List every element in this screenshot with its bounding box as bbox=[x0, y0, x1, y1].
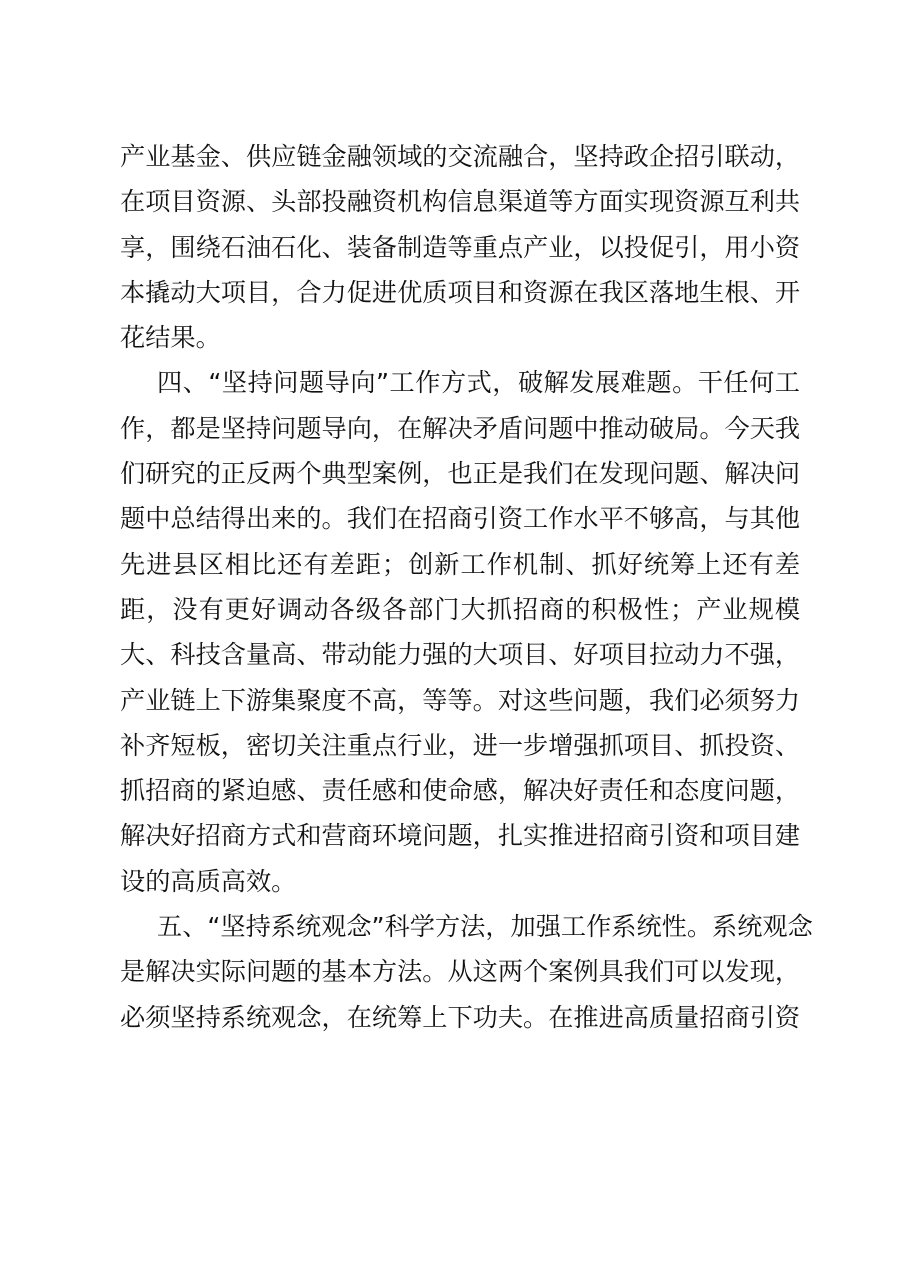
text-line: 享，围绕石油石化、装备制造等重点产业，以投促引，用小资 bbox=[120, 232, 801, 262]
text-line: 必须坚持系统观念，在统筹上下功夫。在推进高质量招商引资 bbox=[120, 1002, 801, 1032]
text-line: 距，没有更好调动各级各部门大抓招商的积极性；产业规模 bbox=[120, 594, 800, 624]
text-line: 产业基金、供应链金融领域的交流融合，坚持政企招引联动， bbox=[120, 142, 801, 171]
text-line: 题中总结得出来的。我们在招商引资工作水平不够高，与其他 bbox=[120, 504, 801, 534]
text-line: 作，都是坚持问题导向，在解决矛盾问题中推动破局。今天我 bbox=[120, 413, 801, 443]
text-line: 设的高质高效。 bbox=[120, 866, 297, 896]
text-line: 解决好招商方式和营商环境问题，扎实推进招商引资和项目建 bbox=[120, 821, 801, 851]
text-line: 花结果。 bbox=[120, 323, 221, 353]
paragraph-five-heading-line: 五、“坚持系统观念”科学方法，加强工作系统性。系统观念 bbox=[157, 912, 813, 942]
text-line: 们研究的正反两个典型案例，也正是我们在发现问题、解决问 bbox=[120, 459, 801, 489]
text-line: 补齐短板，密切关注重点行业，进一步增强抓项目、抓投资、 bbox=[120, 730, 801, 760]
text-line: 是解决实际问题的基本方法。从这两个案例具我们可以发现， bbox=[120, 957, 801, 987]
text-line: 本撬动大项目，合力促进优质项目和资源在我区落地生根、开 bbox=[120, 277, 801, 307]
text-line: 产业链上下游集聚度不高，等等。对这些问题，我们必须努力 bbox=[120, 685, 801, 715]
text-line: 在项目资源、头部投融资机构信息渠道等方面实现资源互利共 bbox=[120, 187, 801, 217]
text-line: 大、科技含量高、带动能力强的大项目、好项目拉动力不强， bbox=[120, 640, 801, 670]
text-line: 抓招商的紧迫感、责任感和使命感，解决好责任和态度问题， bbox=[120, 776, 801, 806]
body-text bbox=[120, 134, 813, 1040]
text-line: 先进县区相比还有差距；创新工作机制、抓好统筹上还有差 bbox=[120, 549, 800, 579]
paragraph-four-heading-line: 四、“坚持问题导向”工作方式，破解发展难题。干任何工 bbox=[157, 368, 800, 398]
